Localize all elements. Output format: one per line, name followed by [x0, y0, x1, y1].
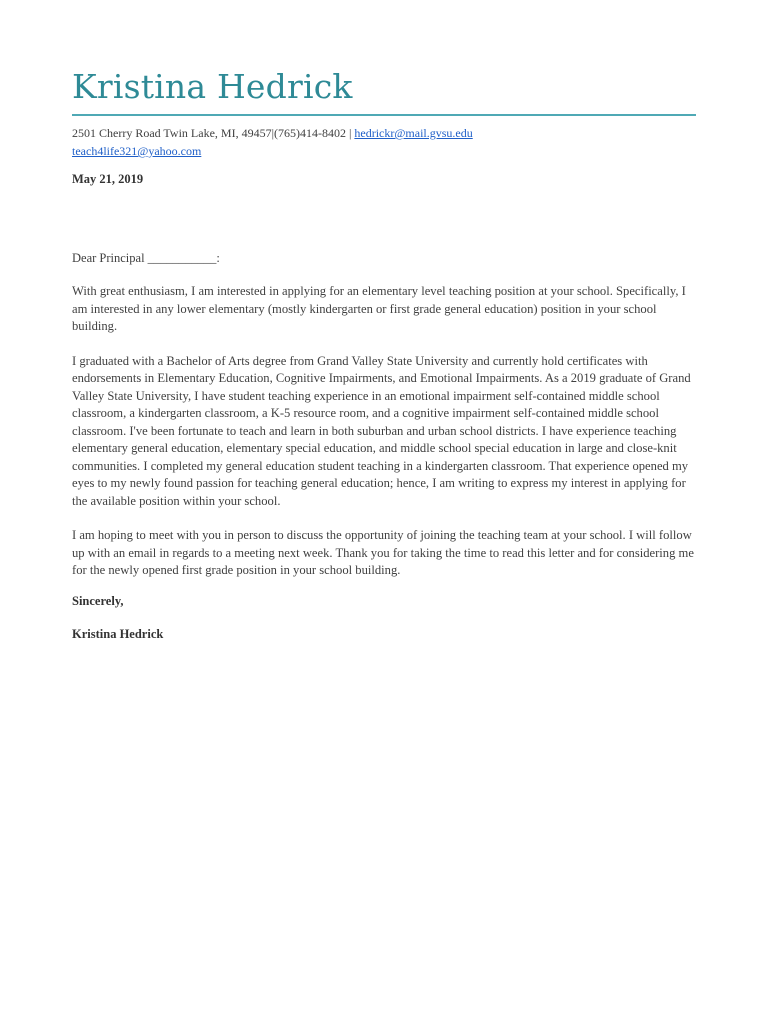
- paragraph-1: With great enthusiasm, I am interested in applying for an elementary level teaching position at your school. Specifically, I am interested in any lower elementary (mostly kindergarten or first grade general education) position in your school building.: [72, 284, 686, 333]
- salutation: Dear Principal ___________:: [72, 251, 220, 265]
- contact-block: [72, 124, 696, 160]
- address-phone: 2501 Cherry Road Twin Lake, MI, 49457|(765)414-8402 |: [72, 126, 355, 140]
- signature: Kristina Hedrick: [72, 626, 164, 641]
- author-name: Kristina Hedrick: [72, 67, 353, 106]
- header-rule: [72, 114, 696, 116]
- paragraph-3: I am hoping to meet with you in person to discuss the opportunity of joining the teaching team at your school. I will follow up with an email in regards to a meeting next week. Thank you for taking the time to read this letter and for considering me for the newly opened first grade position in your school building.: [72, 528, 694, 577]
- letter-page: [72, 64, 696, 642]
- letter-date: May 21, 2019: [72, 172, 144, 186]
- email-link-secondary[interactable]: teach4life321@yahoo.com: [72, 144, 202, 158]
- email-link-primary[interactable]: hedrickr@mail.gvsu.edu: [354, 126, 473, 140]
- closing: Sincerely,: [72, 593, 124, 608]
- paragraph-2: I graduated with a Bachelor of Arts degree from Grand Valley State University and currently hold certificates with endorsements in Elementary Education, Cognitive Impairments, and Emotional Impairments. As a 2019 graduate of Grand Valley State University, I have student teaching experience in an emotional impairment self-contained middle school classroom, a kindergarten classroom, a K-5 resource room, and a cognitive impairment self-contained middle school classroom. I've been fortunate to teach and learn in both suburban and urban school districts. I have experience teaching elementary general education, elementary special education, and middle school special education in large and close-knit communities. I completed my general education student teaching in a kindergarten classroom. That experience opened my eyes to my newly found passion for teaching general education; hence, I am writing to express my interest in applying for the available position within your school.: [72, 353, 691, 508]
